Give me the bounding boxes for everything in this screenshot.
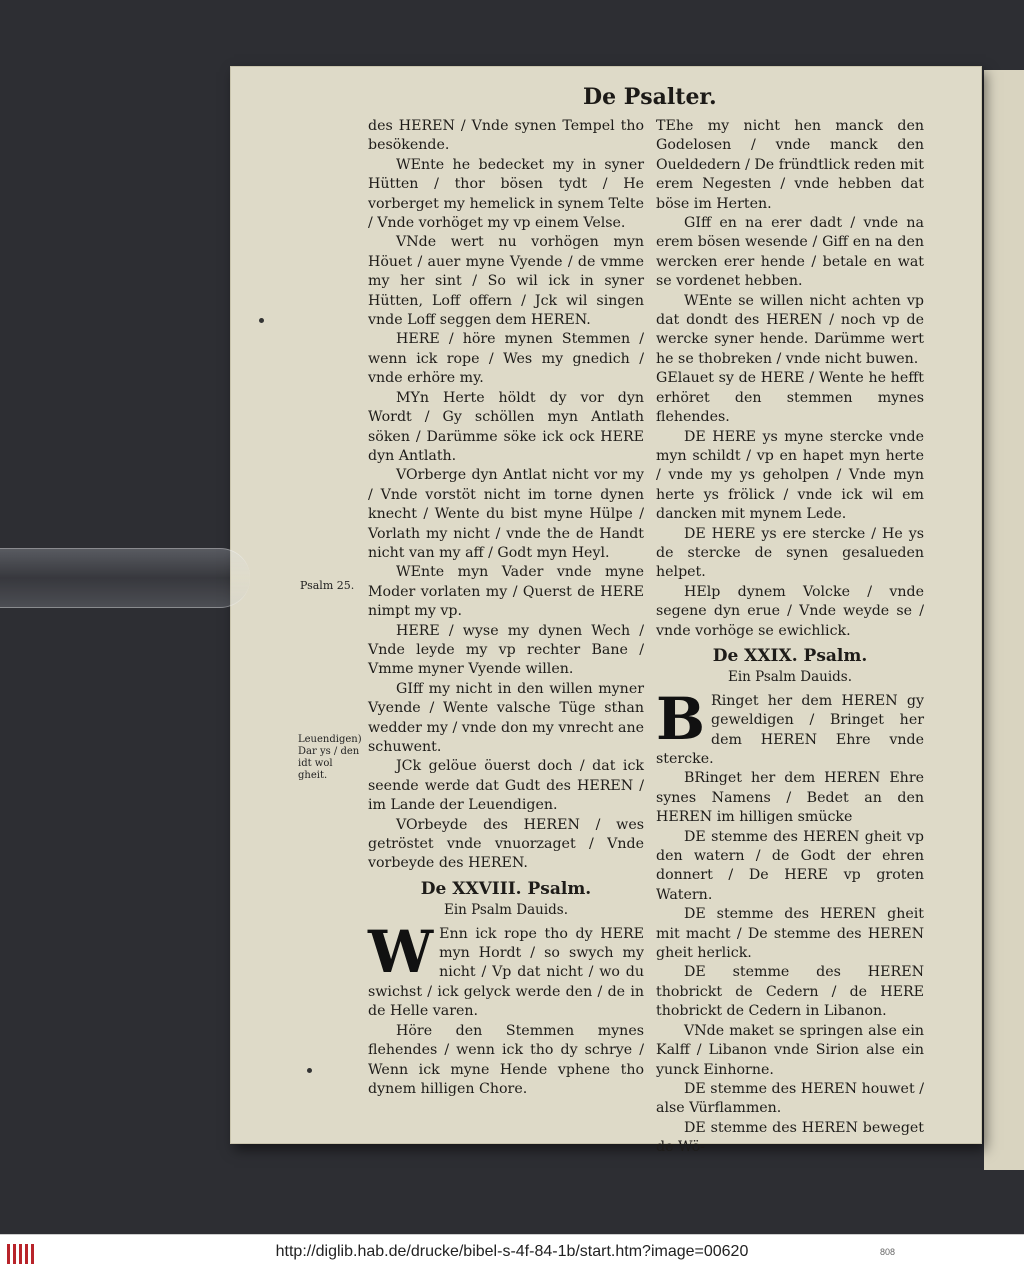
paragraph: TEhe my nicht hen manck den Godelosen / vnde manck den Oueldedern / De fründtlick reden mit erem Negesten / vnde hebben dat böse im Herten. <box>656 118 924 212</box>
adjacent-page-edge <box>984 70 1024 1170</box>
paragraph: HERE / höre mynen Stemmen / wenn ick rope / Wes my gnedich / vnde erhöre my. <box>368 331 644 387</box>
paragraph: Höre den Stemmen mynes flehendes / wenn ick tho dy schrye / Wenn ick myne Hende vphene tho dynem hilligen Chore. <box>368 1022 644 1097</box>
paragraph: WEnte myn Vader vnde myne Moder vorlaten my / Querst de HERE nimpt my vp. <box>368 564 644 620</box>
paragraph: DE stemme des HEREN gheit mit macht / De stemme des HEREN gheit herlick. <box>656 906 924 962</box>
glass-pointer-overlay <box>0 548 250 608</box>
page-code: 808 <box>880 1247 896 1257</box>
drop-cap: W <box>368 917 434 986</box>
right-column <box>656 117 924 1158</box>
psalm-28-title: De XXVIII. Psalm. <box>420 878 592 899</box>
paragraph: WEnte se willen nicht achten vp dat dondt des HEREN / noch vp de wercke syner hende. Darümme wert he se thobreken / vnde nicht buwen. <box>656 292 924 367</box>
paragraph: JCk gelöue öuerst doch / dat ick seende werde dat Gudt des HEREN / im Lande der Leuendigen. <box>368 758 644 814</box>
margin-reference: Psalm 25. <box>300 579 355 592</box>
psalm-28-verse-text: Enn ick rope tho dy HERE myn Hordt / so swych my nicht / Vp dat nicht / wo du swichst / ick gelyck werde den / de in de Helle varen. <box>368 925 644 1020</box>
paragraph: VOrberge dyn Antlat nicht vor my / Vnde vorstöt nicht im torne dynen knecht / Wente du bist myne Hülpe / Vorlath my nicht / vnde the de Handt nicht van my aff / Godt myn Heyl. <box>368 467 644 561</box>
paragraph: DE stemme des HEREN beweget de Wö- <box>656 1119 924 1156</box>
paragraph: DE stemme des HEREN gheit vp den watern / de Godt der ehren donnert / De HERE vp groten Watern. <box>656 828 924 903</box>
page-header: De Psalter. <box>583 84 717 110</box>
paragraph: des HEREN / Vnde synen Tempel tho besökende. <box>368 118 644 154</box>
paragraph: DE HERE ys ere stercke / He ys de stercke de synen gesalueden helpet. <box>656 525 924 581</box>
viewer-footer <box>0 1234 1024 1273</box>
paragraph: VOrbeyde des HEREN / wes getröstet vnde vnuorzaget / Vnde vorbeyde des HEREN. <box>368 816 644 872</box>
left-column <box>368 117 644 1099</box>
image-url[interactable]: http://diglib.hab.de/drucke/bibel-s-4f-84-1b/start.htm?image=00620 <box>275 1243 749 1260</box>
psalm-29-verse <box>656 684 924 770</box>
paragraph: DE HERE ys myne stercke vnde myn schildt / vp en hapet myn herte / vnde my ys geholpen / Vnde myn herte ys frölick / vnde ick wil em dancken mit mynem Lede. <box>656 428 924 523</box>
paragraph: VNde maket se springen alse ein Kalff / Libanon vnde Sirion alse ein yunck Einhorne. <box>656 1022 924 1078</box>
paragraph: GElauet sy de HERE / Wente he hefft erhöret den stemmen mynes flehendes. <box>656 370 924 426</box>
paragraph: GIff en na erer dadt / vnde na erem bösen wesende / Giff en na den wercken erer hende / betale en wat se vordenet hebben. <box>656 215 924 290</box>
paragraph: BRinget her dem HEREN Ehre synes Namens / Bedet an den HEREN im hilligen smücke <box>656 770 924 826</box>
drop-cap: B <box>656 684 706 753</box>
paragraph: DE stemme des HEREN houwet / alse Vürflammen. <box>656 1080 924 1117</box>
paragraph: MYn Herte höldt dy vor dyn Wordt / Gy schöllen myn Antlath söken / Darümme söke ick ock HERE dyn Antlath. <box>368 389 644 464</box>
paragraph: DE stemme des HEREN thobrickt de Cedern / de HERE thobrickt de Cedern in Libanon. <box>656 964 924 1020</box>
paragraph: GIff my nicht in den willen myner Vyende / Wente valsche Tüge sthan wedder my / vnde don my vnrecht ane schuwent. <box>368 680 644 755</box>
psalm-29-verse-text: Ringet her dem HEREN gy geweldigen / Bringet her dem HEREN Ehre vnde stercke. <box>656 692 924 767</box>
paragraph: WEnte he bedecket my in syner Hütten / thor bösen tydt / He vorberget my hemelick in synem Telte / Vnde vorhöget my vp einem Velse. <box>368 156 644 232</box>
psalm-28-subtitle: Ein Psalm Dauids. <box>443 902 568 919</box>
ink-dot <box>259 318 264 323</box>
psalm-28-verse <box>368 917 644 1022</box>
margin-gloss: Leuendigen) Dar ys / den idt wol gheit. <box>298 734 362 781</box>
paragraph: HElp dynem Volcke / vnde segene dyn erue / Vnde weyde se / vnde vorhöge se ewichlick. <box>656 583 924 639</box>
paragraph: VNde wert nu vorhögen myn Höuet / auer myne Vyende / de vmme my her sint / So wil ick in syner Hütten, Loff offern / Jck wil singen vnde Loff seggen dem HEREN. <box>368 234 644 329</box>
psalm-29-title: De XXIX. Psalm. <box>712 645 868 666</box>
psalm-29-subtitle: Ein Psalm Dauids. <box>727 669 852 686</box>
paragraph: HERE / wyse my dynen Wech / Vnde leyde my vp rechter Bane / Vmme myner Vyende willen. <box>368 622 644 678</box>
ink-dot <box>307 1068 312 1073</box>
